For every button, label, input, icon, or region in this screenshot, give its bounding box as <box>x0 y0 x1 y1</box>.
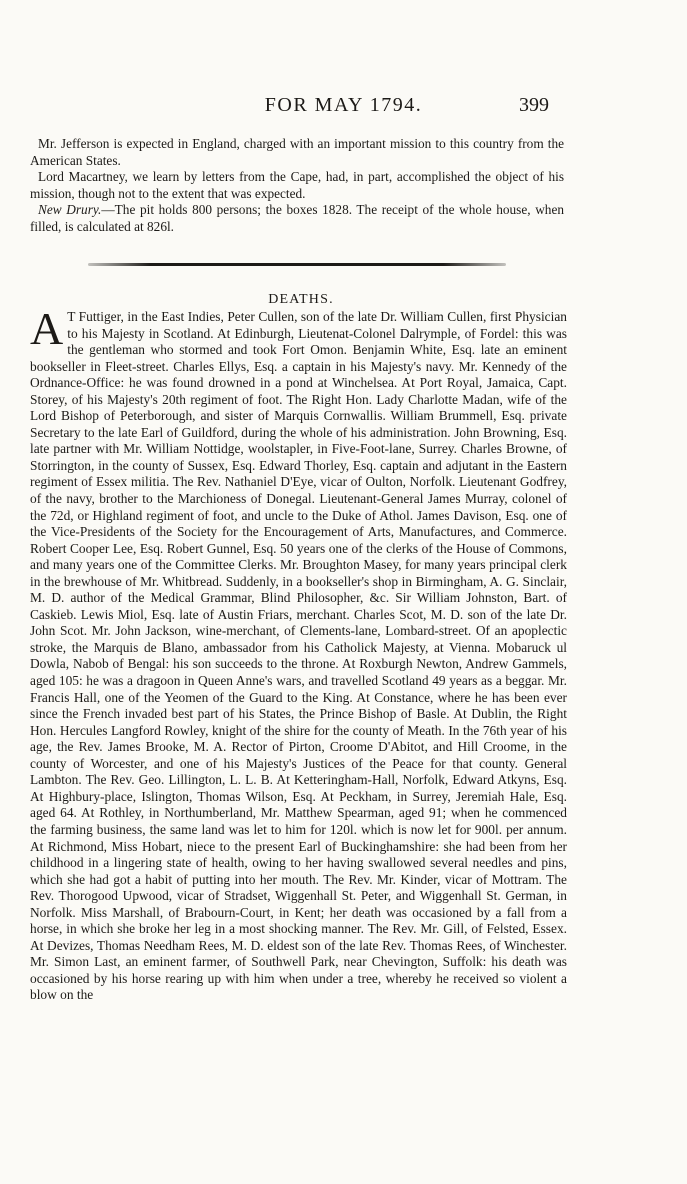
deaths-text: T Futtiger, in the East Indies, Peter Cullen, son of the late Dr. William Cullen, first Physician to his Majesty in Scotland. At Edinburgh, Lieutenat-Colonel Dalrymple, of Fordel: this was the gentleman who stormed and took Fort Omon. Benjamin White, Esq. late an eminent bookseller in Fleet-street. Charles Ellys, Esq. a captain in his Majesty's navy. Mr. Kennedy of the Ordnance-Office: he was found drowned in a pond at Winchelsea. At Port Royal, Jamaica, Capt. Storey, of his Majesty's 20th regiment of foot. The Right Hon. Lady Charlotte Madan, wife of the Lord Bishop of Peterborough, and sister of Marquis Cornwallis. William Brummell, Esq. private Secretary to the late Earl of Guildford, during the whole of his administration. John Browning, Esq. late partner with Mr. William Nottidge, woolstapler, in Five-Foot-lane, Surrey. Charles Browne, of Storrington, in the county of Sussex, Esq. Edward Thorley, Esq. captain and adjutant in the Eastern regiment of Essex militia. The Rev. Nathaniel D'Eye, vicar of Oulton, Norfolk. Lieutenant Godfrey, of the navy, brother to the Marchioness of Donegal. Lieutenant-General James Murray, colonel of the 72d, or Highland regiment of foot, and uncle to the Duke of Athol. James Davison, Esq. one of the Vice-Presidents of the Society for the Encouragement of Arts, Manufactures, and Commerce. Robert Cooper Lee, Esq. Robert Gunnel, Esq. 50 years one of the clerks of the House of Commons, and many years one of the Committee Clerks. Mr. Broughton Masey, for many years principal clerk in the brewhouse of Mr. Whitbread. Suddenly, in a bookseller's shop in Birmingham, A. G. Sinclair, M. D. author of the Medical Grammar, Blind Philosopher, &c. Sir William Johnston, Bart. of Caskieb. Lewis Miol, Esq. late of Austin Friars, merchant. Charles Scot, M. D. son of the late Dr. John Scot. Mr. John Jackson, wine-merchant, of Clements-lane, Lombard-street. Of an apoplectic stroke, the Marquis de Blano, ambassador from his Catholick Majesty, at Vienna. Mobaruck ul Dowla, Nabob of Bengal: his son succeeds to the throne. At Roxburgh Newton, Andrew Gammels, aged 105: he was a dragoon in Queen Anne's wars, and travelled Scotland 49 years as a beggar. Mr. Francis Hall, one of the Yeomen of the Guard to the King. At Constance, where he has been ever since the French invaded best part of his States, the Prince Bishop of Basle. At Dublin, the Right Hon. Hercules Langford Rowley, knight of the shire for the county of Meath. In the 76th year of his age, the Rev. James Brooke, M. A. Rector of Pirton, Croome D'Abitot, and Hill Croome, in the county of Worcester, and one of his Majesty's Justices of the Peace for that county. General Lambton. The Rev. Geo. Lillington, L. L. B. At Ketteringham-Hall, Norfolk, Edward Atkyns, Esq. At Highbury-place, Islington, Thomas Wilson, Esq. At Peckham, in Surrey, Jeremiah Hale, Esq. aged 64. At Rothley, in Northumberland, Mr. Matthew Spearman, aged 91; when he commenced the farming business, the same land was let to him for 120l. which is now let for 900l. per annum. At Richmond, Miss Hobart, niece to the present Earl of Buckinghamshire: she had been from her childhood in a lingering state of health, owing to her having swallowed several needles and pins, which she had got a habit of putting into her mouth. The Rev. Mr. Kinder, vicar of Mottram. The Rev. Thorogood Upwood, vicar of Stradset, Wiggenhall St. Peter, and Wiggenhall St. German, in Norfolk. Miss Marshall, of Brabourn-Court, in Kent; her death was occasioned by a fall from a horse, in which she broke her leg in a most shocking manner. The Rev. Mr. Gill, of Felsted, Essex. At Devizes, Thomas Needham Rees, M. D. eldest son of the late Rev. Thomas Rees, of Winchester. Mr. Simon Last, an eminent farmer, of Southwell Park, near Chevington, Suffolk: his death was occasioned by his horse rearing up with him when under a tree, whereby he received so violent a blow on the <box>30 309 567 1003</box>
drop-cap: A <box>30 303 64 354</box>
section-divider-rule <box>88 263 506 266</box>
note-new-drury <box>30 202 564 235</box>
page-number: 399 <box>519 94 549 116</box>
deaths-body <box>30 303 567 1004</box>
note-macartney: Lord Macartney, we learn by letters from the Cape, had, in part, accomplished the object of his mission, though not to the extent that was expected. <box>30 169 564 201</box>
deaths-paragraph <box>30 303 567 1004</box>
new-drury-text: —The pit holds 800 persons; the boxes 1828. The receipt of the whole house, when filled, is calculated at 826l. <box>30 202 565 234</box>
news-notes <box>30 136 564 236</box>
note-jefferson: Mr. Jefferson is expected in England, charged with an important mission to this country from the American States. <box>30 136 564 168</box>
running-head <box>0 94 687 118</box>
deaths-heading: DEATHS. <box>268 292 334 307</box>
running-title: FOR MAY 1794. <box>264 94 423 116</box>
new-drury-lead: New Drury. <box>38 202 102 218</box>
